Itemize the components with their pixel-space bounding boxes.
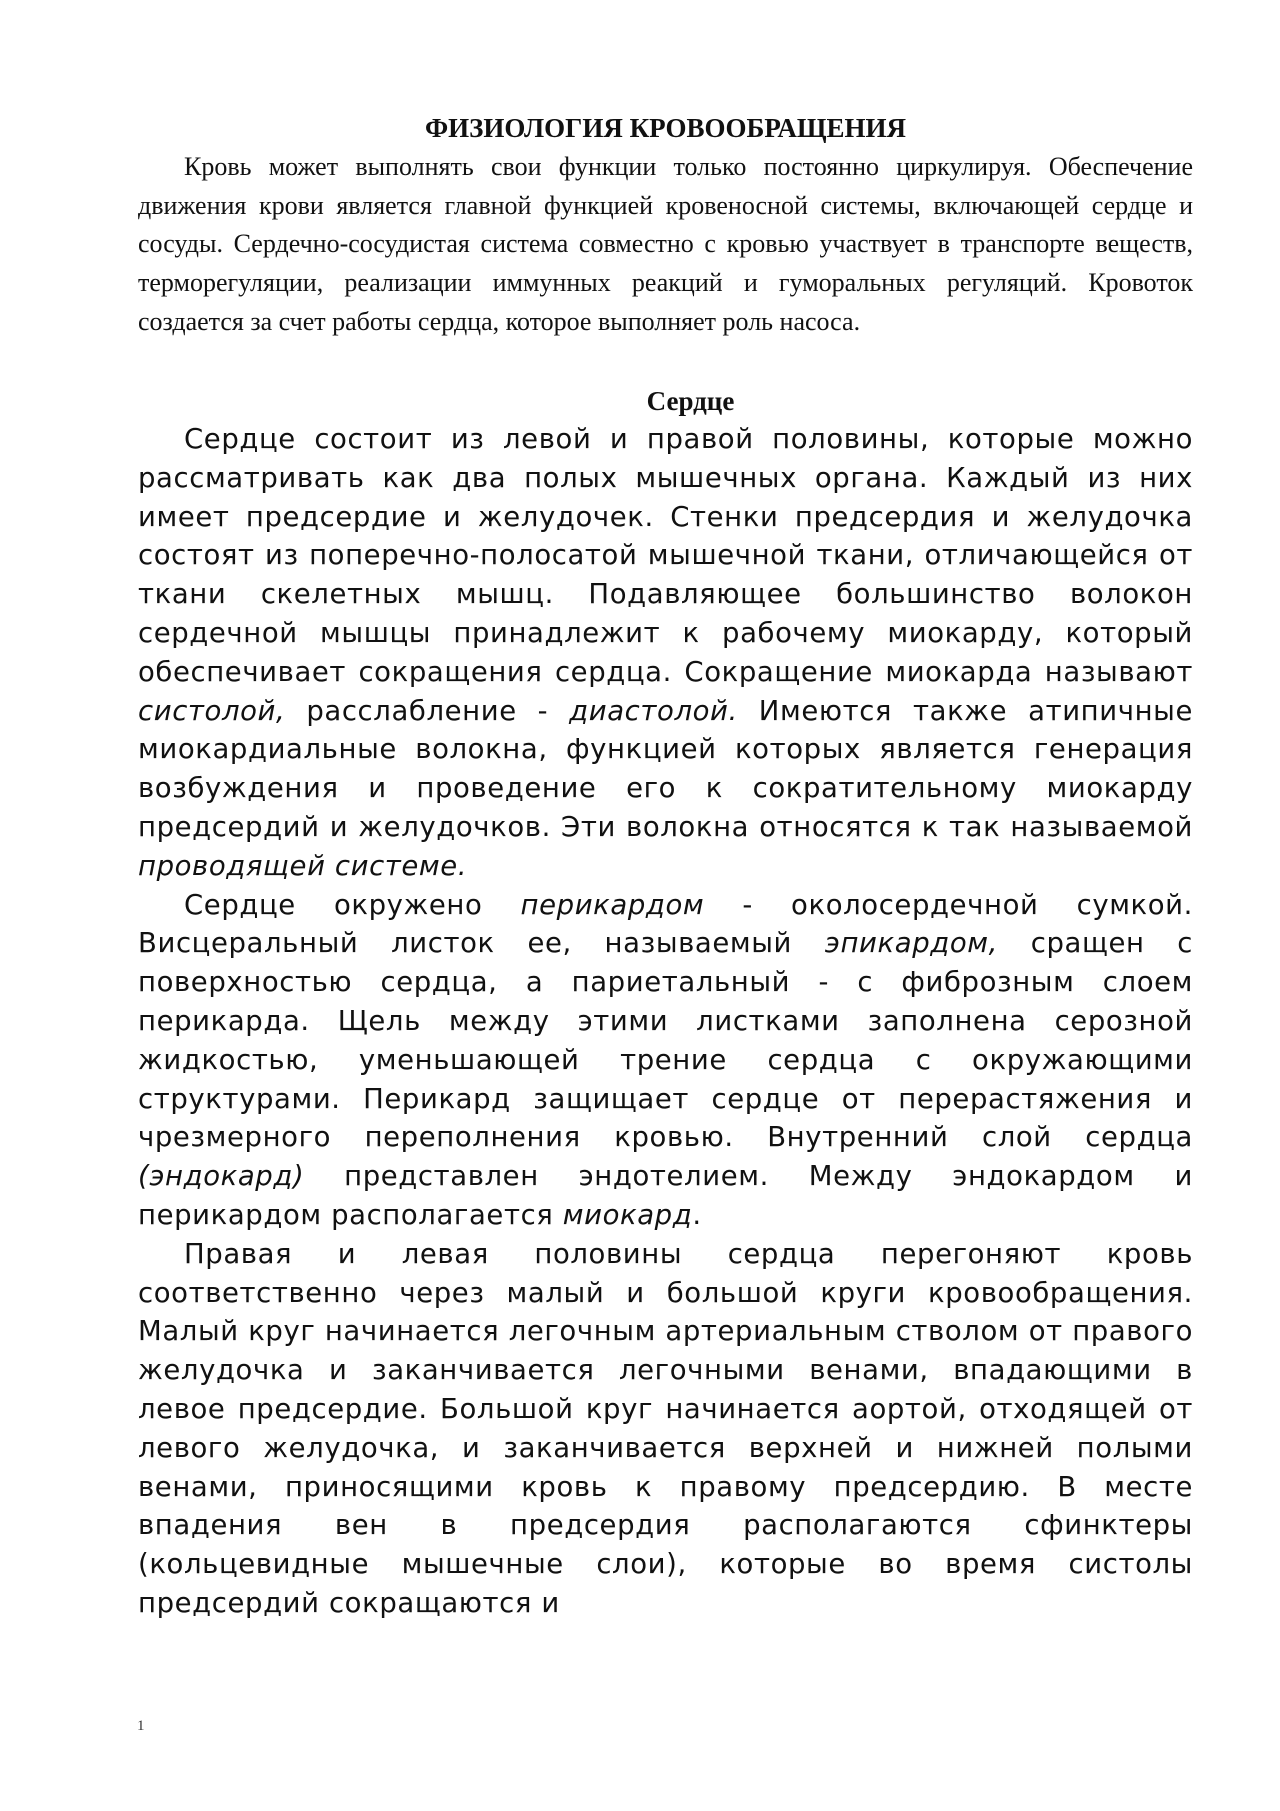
paragraph-pericardium [138,886,1193,1235]
italic-term-conducting-system: проводящей системе. [138,849,468,882]
italic-term-epicardium: эпикардом, [824,927,998,960]
section-body [138,420,1193,1623]
text-run: . [692,1198,702,1231]
intro-paragraph: Кровь может выполнять свои функции только постоянно циркулируя. Обеспечение движения крови является главной функцией кровеносной системы, включающей сердце и сосуды. Сердечно-сосудистая система совместно с кровью участвует в транспорте веществ, терморегуляции, реализации иммунных реакций и гуморальных регуляций. Кровоток создается за счет работы сердца, которое выполняет роль насоса. [138,152,1193,336]
text-run: Сердце окружено [184,888,521,921]
paragraph-heart-structure [138,420,1193,886]
italic-term-endocardium: (эндокард) [138,1160,305,1193]
section-heading: Сердце [646,386,735,416]
text-run: сращен с поверхностью сердца, а париетальный - с фиброзным слоем перикарда. Щель между этими листками заполнена серозной жидкостью, уменьшающей трение сердца с окружающими структурами. Перикард защищает сердце от перерастяжения и чрезмерного переполнения кровью. Внутренний слой сердца [138,927,1194,1154]
text-run: Сердце состоит из левой и правой половины, которые можно рассматривать как два полых мышечных органа. Каждый из них имеет предсердие и желудочек. Стенки предсердия и желудочка состоят из поперечно-полосатой мышечной ткани, отличающейся от ткани скелетных мышц. Подавляющее большинство волокон сердечной мышцы принадлежит к рабочему миокарду, который обеспечивает сокращения сердца. Сокращение миокарда называют [138,423,1193,688]
text-run: Имеются также атипичные миокардиальные волокна, функцией которых является генерация возбуждения и проведение его к сократительному миокарду предсердий и желудочков. Эти волокна относятся к так называемой [138,694,1193,843]
italic-term-myocardium: миокард [562,1198,693,1231]
page-number: 1 [137,1718,145,1734]
text-run: представлен эндотелием. Между эндокардом и перикардом располагается [138,1160,1193,1231]
paragraph-circulation-circles: Правая и левая половины сердца перегоняют кровь соответственно через малый и большой круги кровообращения. Малый круг начинается легочным артериальным стволом от правого желудочка и заканчивается легочными венами, впадающими в левое предсердие. Большой круг начинается аортой, отходящей от левого желудочка, и заканчивается верхней и нижней полыми венами, приносящими кровь к правому предсердию. В месте впадения вен в предсердия располагаются сфинктеры (кольцевидные мышечные слои), которые во время систолы предсердий сокращаются и [138,1237,1193,1619]
text-run: - околосердечной сумкой. Висцеральный листок ее, называемый [138,888,1193,960]
italic-term-pericardium: перикардом [520,888,705,921]
italic-term-systole: систолой, [138,694,286,727]
italic-term-diastole: диастолой. [569,694,738,727]
page-title: ФИЗИОЛОГИЯ КРОВООБРАЩЕНИЯ [424,113,907,143]
text-run: расслабление - [285,694,570,727]
